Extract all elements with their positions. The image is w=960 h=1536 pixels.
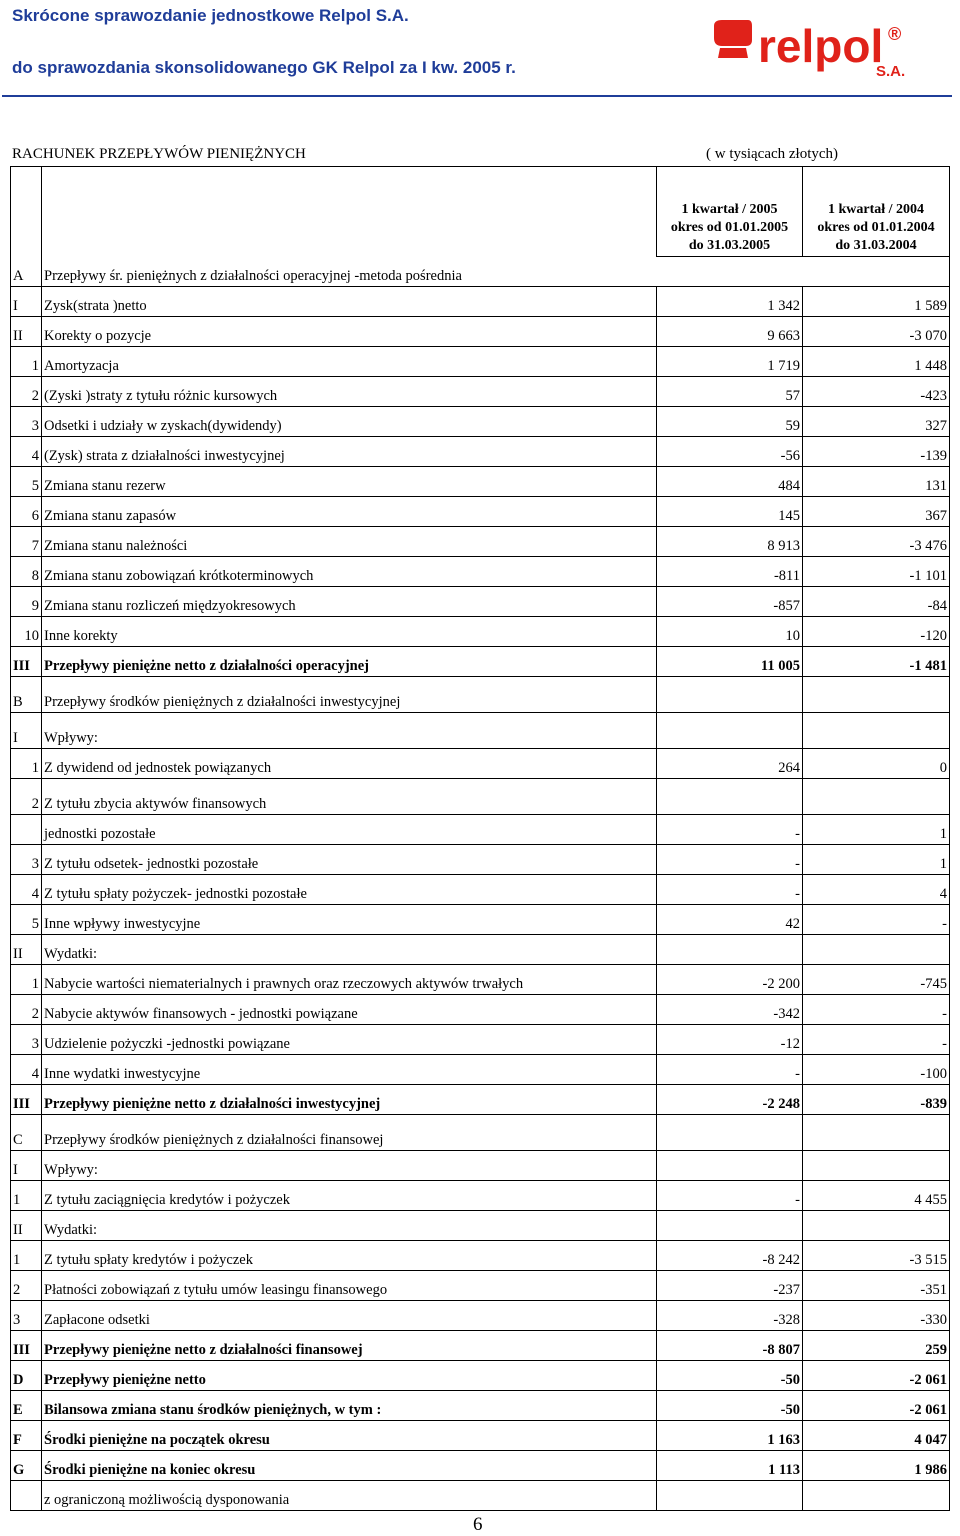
value-2005: 42 [657,905,803,935]
row-index: 3 [11,407,42,437]
row-label: Zysk(strata )netto [42,287,657,317]
cash-flow-table [10,166,950,1511]
table-row [11,587,950,617]
value-2004: -423 [803,377,950,407]
row-index: 3 [11,1301,42,1331]
row-label: Korekty o pozycje [42,317,657,347]
row-label: Amortyzacja [42,347,657,377]
row-label: Z tytułu spłaty kredytów i pożyczek [42,1241,657,1271]
table-row [11,749,950,779]
row-index: D [11,1361,42,1391]
table-row [11,1301,950,1331]
relpol-logo-suffix: S.A. [876,63,906,80]
value-2005: 8 913 [657,527,803,557]
row-label: Inne wydatki inwestycyjne [42,1055,657,1085]
row-index: II [11,1211,42,1241]
row-label: Przepływy środków pieniężnych z działalności inwestycyjnej [42,677,657,713]
value-2005: 264 [657,749,803,779]
value-2005: 10 [657,617,803,647]
table-row [11,995,950,1025]
col2-line1: 1 kwartał / 2004 [827,202,925,217]
row-index: 4 [11,1055,42,1085]
value-2004: - [803,905,950,935]
value-2005 [657,677,803,713]
relpol-logo-mark-icon [714,20,752,58]
value-2005: -811 [657,557,803,587]
row-label: Zmiana stanu zapasów [42,497,657,527]
row-label: (Zyski )straty z tytułu różnic kursowych [42,377,657,407]
table-row [11,347,950,377]
value-2005: 11 005 [657,647,803,677]
value-2005 [657,257,803,287]
value-2005: -342 [657,995,803,1025]
row-index: I [11,287,42,317]
row-label: Zmiana stanu zobowiązań krótkoterminowych [42,557,657,587]
value-2005: - [657,1055,803,1085]
value-2005: -12 [657,1025,803,1055]
row-index: 5 [11,905,42,935]
row-label: Zapłacone odsetki [42,1301,657,1331]
row-index: 1 [11,347,42,377]
row-label: Udzielenie pożyczki -jednostki powiązane [42,1025,657,1055]
col2-line2: okres od 01.01.2004 [817,220,935,235]
value-2004: -2 061 [803,1361,950,1391]
row-index [11,815,42,845]
value-2005: 484 [657,467,803,497]
row-label: Wydatki: [42,1211,657,1241]
table-row [11,1085,950,1115]
table-row [11,1025,950,1055]
table-row [11,557,950,587]
row-label: z ograniczoną możliwością dysponowania [42,1481,657,1511]
table-row [11,1055,950,1085]
value-2005: -8 807 [657,1331,803,1361]
value-2004: 367 [803,497,950,527]
report-title-line-2: do sprawozdania skonsolidowanego GK Relpol za I kw. 2005 r. [12,58,516,77]
value-2004: -3 476 [803,527,950,557]
table-row [11,1391,950,1421]
value-2005: 1 113 [657,1451,803,1481]
row-index: F [11,1421,42,1451]
row-index: III [11,1085,42,1115]
row-index: 3 [11,1025,42,1055]
value-2004: 1 589 [803,287,950,317]
col1-line3: do 31.03.2005 [688,238,771,253]
value-2004 [803,1481,950,1511]
row-label: Przepływy środków pieniężnych z działalności finansowej [42,1115,657,1151]
value-2005: 1 163 [657,1421,803,1451]
table-row [11,875,950,905]
row-label: Środki pieniężne na koniec okresu [42,1451,657,1481]
table-row [11,527,950,557]
value-2005: - [657,845,803,875]
row-index: 1 [11,1181,42,1211]
col1-line1: 1 kwartał / 2005 [681,202,778,217]
col1-line2: okres od 01.01.2005 [670,220,789,235]
value-2005: 1 342 [657,287,803,317]
row-index: 7 [11,527,42,557]
row-index: G [11,1451,42,1481]
row-index: II [11,317,42,347]
value-2004: -2 061 [803,1391,950,1421]
value-2004: -745 [803,965,950,995]
row-index: 6 [11,497,42,527]
value-2005: -50 [657,1391,803,1421]
row-label: Przepływy pieniężne netto z działalności operacyjnej [42,647,657,677]
value-2005: -328 [657,1301,803,1331]
row-index: 8 [11,557,42,587]
value-2005 [657,935,803,965]
row-label: Z tytułu zbycia aktywów finansowych [42,779,657,815]
row-label: Z tytułu zaciągnięcia kredytów i pożyczek [42,1181,657,1211]
value-2004: 131 [803,467,950,497]
row-index: 1 [11,749,42,779]
value-2005 [657,1481,803,1511]
row-label: Wydatki: [42,935,657,965]
row-index: 2 [11,1271,42,1301]
table-row [11,1115,950,1151]
table-row [11,1481,950,1511]
table-row [11,437,950,467]
row-label: Zmiana stanu rezerw [42,467,657,497]
value-2005: -857 [657,587,803,617]
table-row [11,935,950,965]
value-2004 [803,1151,950,1181]
table-row [11,1331,950,1361]
value-2004: - [803,1025,950,1055]
row-index: C [11,1115,42,1151]
value-2005: 9 663 [657,317,803,347]
value-2004: 4 047 [803,1421,950,1451]
value-2004: -84 [803,587,950,617]
table-row [11,317,950,347]
row-index: II [11,935,42,965]
value-2005: -50 [657,1361,803,1391]
statement-title: RACHUNEK PRZEPŁYWÓW PIENIĘŻNYCH [12,146,306,162]
value-2005: - [657,815,803,845]
col2-line3: do 31.03.2004 [835,238,917,253]
value-2004: 327 [803,407,950,437]
value-2004: 4 455 [803,1181,950,1211]
value-2004: - [803,995,950,1025]
value-2004 [803,257,950,287]
report-title-line-1: Skrócone sprawozdanie jednostkowe Relpol S.A. [12,6,409,25]
table-row [11,257,950,287]
row-index: 5 [11,467,42,497]
row-index: A [11,257,42,287]
table-row [11,497,950,527]
value-2004: 0 [803,749,950,779]
value-2005 [657,779,803,815]
row-index: III [11,1331,42,1361]
value-2004: 4 [803,875,950,905]
relpol-logo [708,18,918,80]
table-row [11,617,950,647]
value-2005: 145 [657,497,803,527]
value-2004: 259 [803,1331,950,1361]
row-label: Z tytułu spłaty pożyczek- jednostki pozostałe [42,875,657,905]
value-2005: - [657,1181,803,1211]
page-number: 6 [473,1514,483,1535]
row-label: Wpływy: [42,713,657,749]
row-label: Przepływy pieniężne netto [42,1361,657,1391]
table-row [11,1361,950,1391]
row-label: Bilansowa zmiana stanu środków pieniężnych, w tym : [42,1391,657,1421]
value-2004: -120 [803,617,950,647]
table-row [11,1241,950,1271]
row-index: 4 [11,875,42,905]
row-label: Odsetki i udziały w zyskach(dywidendy) [42,407,657,437]
value-2004: 1 986 [803,1451,950,1481]
value-2004 [803,1211,950,1241]
table-row [11,647,950,677]
value-2004: -100 [803,1055,950,1085]
row-label: Inne korekty [42,617,657,647]
row-label: Zmiana stanu należności [42,527,657,557]
row-index: 2 [11,779,42,815]
table-row [11,815,950,845]
table-row [11,1211,950,1241]
value-2005: 1 719 [657,347,803,377]
column-header-2004 [803,167,950,257]
value-2004 [803,713,950,749]
value-2005 [657,1211,803,1241]
column-header-2005 [657,167,803,257]
value-2004: 1 [803,815,950,845]
row-index: 2 [11,377,42,407]
value-2005: -237 [657,1271,803,1301]
row-label: Nabycie aktywów finansowych - jednostki powiązane [42,995,657,1025]
value-2004: 1 448 [803,347,950,377]
value-2005 [657,713,803,749]
value-2005: -2 200 [657,965,803,995]
table-row [11,1451,950,1481]
table-row [11,779,950,815]
value-2005: 57 [657,377,803,407]
row-index: 2 [11,995,42,1025]
row-label: Z tytułu odsetek- jednostki pozostałe [42,845,657,875]
value-2005: -56 [657,437,803,467]
value-2005: 59 [657,407,803,437]
table-header-row [11,167,950,257]
table-row [11,467,950,497]
value-2005: -8 242 [657,1241,803,1271]
row-label: (Zysk) strata z działalności inwestycyjnej [42,437,657,467]
row-index: E [11,1391,42,1421]
row-index: 1 [11,1241,42,1271]
value-2004: -1 101 [803,557,950,587]
row-label: Płatności zobowiązań z tytułu umów leasingu finansowego [42,1271,657,1301]
value-2004: -3 070 [803,317,950,347]
table-row [11,713,950,749]
table-row [11,377,950,407]
row-index: B [11,677,42,713]
table-row [11,1151,950,1181]
value-2004: -1 481 [803,647,950,677]
table-row [11,965,950,995]
table-row [11,905,950,935]
table-row [11,287,950,317]
row-index: 1 [11,965,42,995]
row-index [11,1481,42,1511]
row-label: Wpływy: [42,1151,657,1181]
value-2005 [657,1151,803,1181]
row-index: 10 [11,617,42,647]
value-2004: -351 [803,1271,950,1301]
table-row [11,1421,950,1451]
row-label: Nabycie wartości niematerialnych i prawnych oraz rzeczowych aktywów trwałych [42,965,657,995]
row-label: Z dywidend od jednostek powiązanych [42,749,657,779]
value-2004: -3 515 [803,1241,950,1271]
value-2005: -2 248 [657,1085,803,1115]
table-row [11,407,950,437]
header-divider [2,95,952,97]
row-label: Przepływy pieniężne netto z działalności inwestycyjnej [42,1085,657,1115]
row-label: Inne wpływy inwestycyjne [42,905,657,935]
row-index: 9 [11,587,42,617]
value-2005: - [657,875,803,905]
value-2005 [657,1115,803,1151]
table-row [11,1271,950,1301]
value-2004: -139 [803,437,950,467]
value-2004 [803,935,950,965]
row-label: Przepływy śr. pieniężnych z działalności operacyjnej -metoda pośrednia [42,257,657,287]
row-label: jednostki pozostałe [42,815,657,845]
row-label: Środki pieniężne na początek okresu [42,1421,657,1451]
value-2004: -330 [803,1301,950,1331]
table-row [11,677,950,713]
currency-unit: ( w tysiącach złotych) [706,146,839,162]
value-2004: 1 [803,845,950,875]
row-index: I [11,713,42,749]
relpol-logo-text: relpol [758,20,884,72]
row-label: Przepływy pieniężne netto z działalności finansowej [42,1331,657,1361]
value-2004 [803,779,950,815]
value-2004: -839 [803,1085,950,1115]
relpol-logo-registered: ® [888,24,902,44]
row-index: 3 [11,845,42,875]
value-2004 [803,1115,950,1151]
table-row [11,845,950,875]
row-index: I [11,1151,42,1181]
value-2004 [803,677,950,713]
row-index: 4 [11,437,42,467]
row-label: Zmiana stanu rozliczeń międzyokresowych [42,587,657,617]
table-row [11,1181,950,1211]
row-index: III [11,647,42,677]
